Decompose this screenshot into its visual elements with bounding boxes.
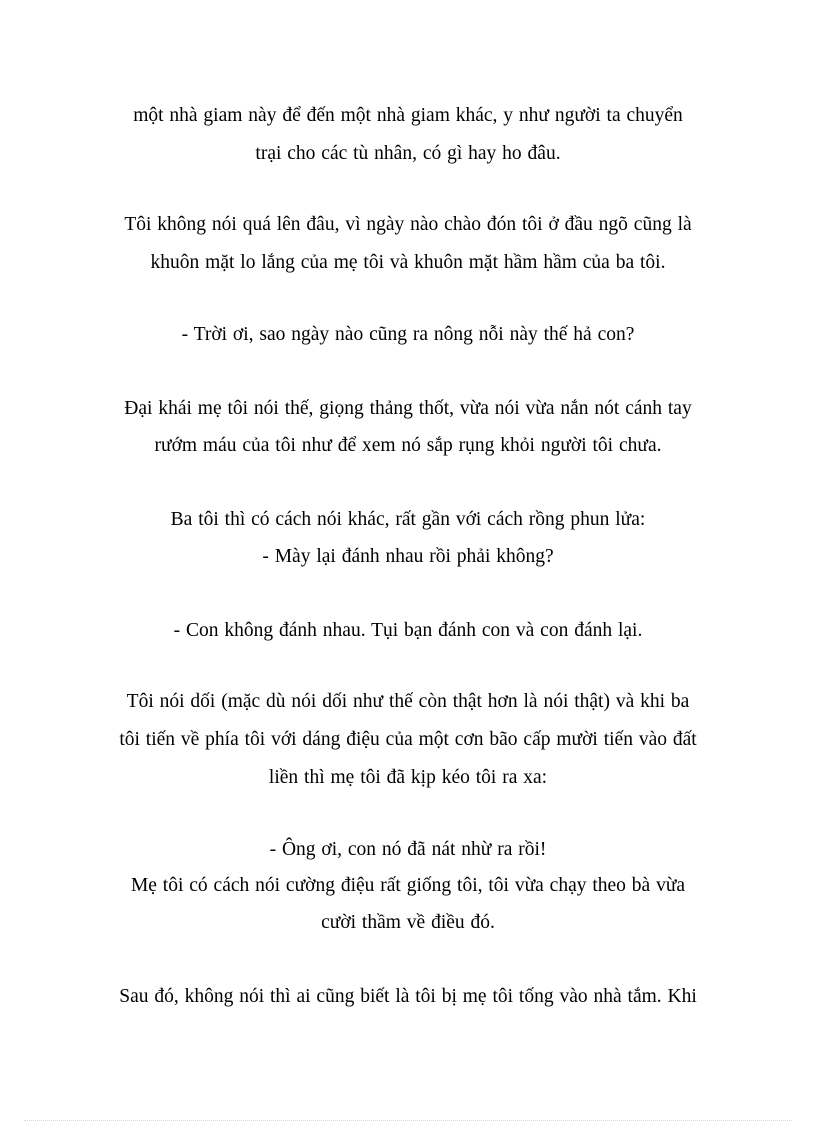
text-line: - Trời ơi, sao ngày nào cũng ra nông nỗi này thế hả con? <box>181 324 635 345</box>
text-line: Tôi nói dối (mặc dù nói dối như thế còn thật hơn là nói thật) và khi ba <box>126 691 690 712</box>
text-line: Mẹ tôi có cách nói cường điệu rất giống tôi, tôi vừa chạy theo bà vừa <box>130 875 686 896</box>
text-line: tôi tiến về phía tôi với dáng điệu của một cơn bão cấp mười tiến vào đất <box>119 729 697 750</box>
text-line: khuôn mặt lo lắng của mẹ tôi và khuôn mặt hầm hầm của ba tôi. <box>150 252 666 273</box>
text-line: rướm máu của tôi như để xem nó sắp rụng khỏi người tôi chưa. <box>154 435 662 456</box>
text-line: trại cho các tù nhân, có gì hay ho đâu. <box>255 143 561 164</box>
text-line: liền thì mẹ tôi đã kịp kéo tôi ra xa: <box>268 767 548 788</box>
text-line: Tôi không nói quá lên đâu, vì ngày nào chào đón tôi ở đầu ngõ cũng là <box>124 214 692 235</box>
text-line: - Con không đánh nhau. Tụi bạn đánh con và con đánh lại. <box>173 620 643 641</box>
page-bottom-divider <box>24 1120 792 1121</box>
text-line: - Mày lại đánh nhau rồi phải không? <box>262 546 554 567</box>
text-line: - Ông ơi, con nó đã nát nhừ ra rồi! <box>269 839 547 860</box>
text-line: một nhà giam này để đến một nhà giam khác, y như người ta chuyển <box>133 105 683 126</box>
text-line: Đại khái mẹ tôi nói thế, giọng thảng thốt, vừa nói vừa nắn nót cánh tay <box>124 398 692 419</box>
text-line: Sau đó, không nói thì ai cũng biết là tôi bị mẹ tôi tống vào nhà tắm. Khi <box>119 986 697 1007</box>
text-line: Ba tôi thì có cách nói khác, rất gần với cách rồng phun lửa: <box>170 509 646 530</box>
text-line: cười thầm về điều đó. <box>321 912 495 933</box>
